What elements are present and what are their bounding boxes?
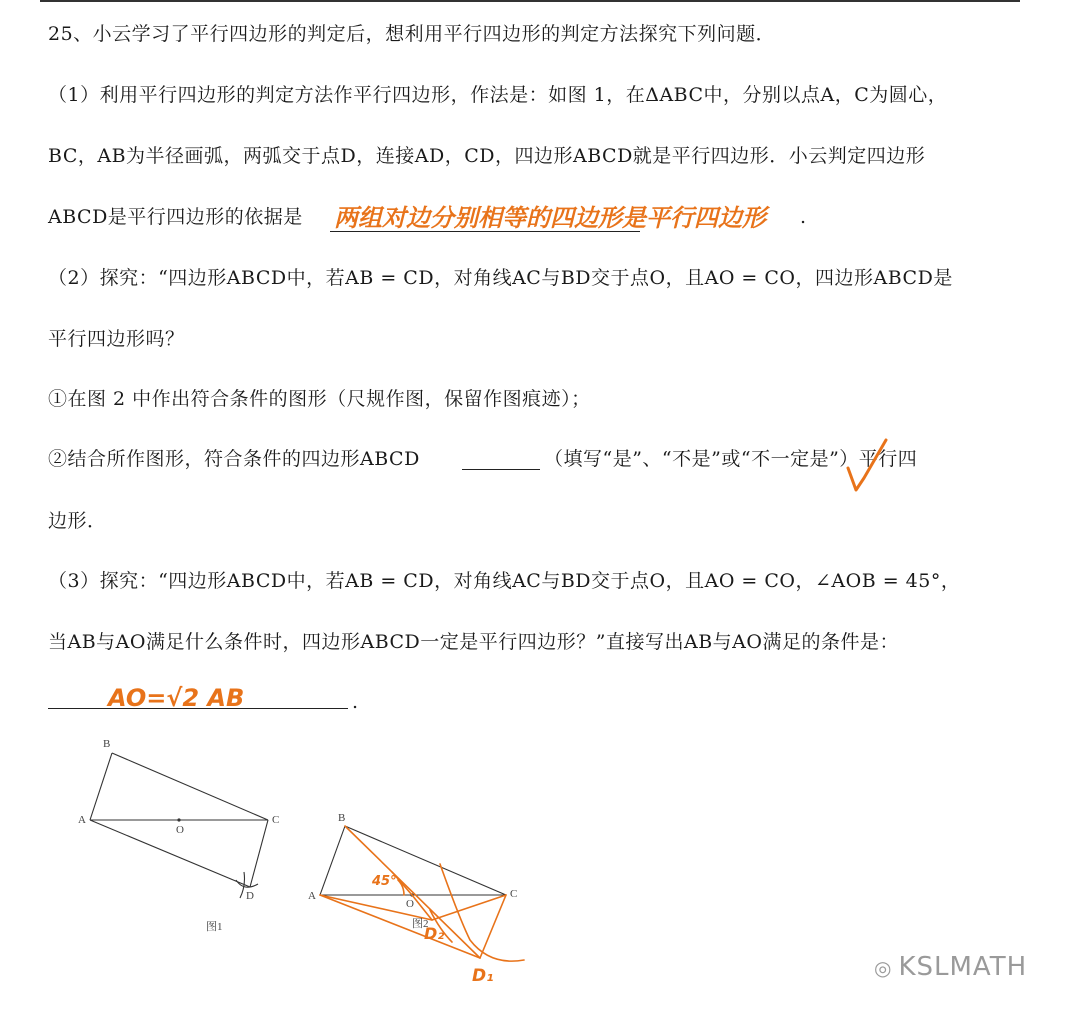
part2-step2c: 边形． xyxy=(48,510,107,532)
fig1-label-c: C xyxy=(272,814,280,826)
fig1-label-o: O xyxy=(176,824,184,836)
fig1-point-o xyxy=(177,818,180,821)
fig1-edge-cd xyxy=(250,820,268,887)
part2-step2b: （填写“是”、“不是”或“不一定是”）平行四 xyxy=(544,448,918,470)
part1-line1: （1）利用平行四边形的判定方法作平行四边形，作法是：如图 1，在ΔABC中，分别以点A，C为圆心， xyxy=(48,84,948,106)
fig2-line-cd2 xyxy=(432,895,506,920)
fig1-edge-bc xyxy=(112,753,268,820)
fig2-line-bd1 xyxy=(345,826,480,958)
part3-end: . xyxy=(352,691,359,713)
fig1-label-d: D xyxy=(246,890,254,902)
figure-2 xyxy=(320,826,506,895)
handwritten-answer-3: AO=√2 AB xyxy=(108,684,245,712)
fig2-edge-bc xyxy=(345,826,506,895)
fig1-label-b: B xyxy=(103,738,111,750)
fig1-edge-ab xyxy=(90,753,112,820)
part2-step2a: ②结合所作图形，符合条件的四边形ABCD xyxy=(48,448,420,470)
fig1-edge-ad xyxy=(90,820,250,887)
figure-1-caption: 图1 xyxy=(206,921,223,933)
watermark xyxy=(874,952,1027,982)
fig2-label-o: O xyxy=(406,898,414,910)
fig2-edge-ab xyxy=(320,826,345,895)
figure-2-caption: 图2 xyxy=(412,918,429,930)
part2-line1: （2）探究：“四边形ABCD中，若AB = CD，对角线AC与BD交于点O，且AO = CO，四边形ABCD是 xyxy=(48,267,953,289)
part2-step1: ①在图 2 中作出符合条件的图形（尺规作图，保留作图痕迹）； xyxy=(48,388,591,410)
part1-end: . xyxy=(800,206,807,228)
fig1-label-a: A xyxy=(78,814,86,826)
fig2-line-cd1 xyxy=(480,895,506,958)
fig2-label-c: C xyxy=(510,888,518,900)
problem-header: 25、小云学习了平行四边形的判定后，想利用平行四边形的判定方法探究下列问题． xyxy=(48,23,776,45)
chat-bubble-icon: ◎ xyxy=(874,956,893,980)
check-mark-icon xyxy=(848,440,886,490)
fig2-construction xyxy=(320,826,524,961)
watermark-text: KSLMATH xyxy=(898,952,1028,982)
handwritten-d2: D₂ xyxy=(424,924,445,943)
handwritten-answer-1: 两组对边分别相等的四边形是平行四边形 xyxy=(334,204,766,232)
handwritten-d1: D₁ xyxy=(472,966,494,986)
part1-line3: ABCD是平行四边形的依据是 xyxy=(48,206,303,228)
part3-line2: 当AB与AO满足什么条件时，四边形ABCD一定是平行四边形？”直接写出AB与AO满足的条件是： xyxy=(48,631,899,653)
fig2-label-a: A xyxy=(308,890,316,902)
part1-line2: BC，AB为半径画弧，两弧交于点D，连接AD，CD，四边形ABCD就是平行四边形．小云判定四边形 xyxy=(48,145,926,167)
handwritten-angle: 45° xyxy=(372,874,397,889)
part2-line2: 平行四边形吗？ xyxy=(48,328,185,350)
fig2-label-b: B xyxy=(338,812,346,824)
fig2-line-ad1 xyxy=(320,895,480,958)
part3-line1: （3）探究：“四边形ABCD中，若AB = CD，对角线AC与BD交于点O，且AO = CO，∠AOB = 45°， xyxy=(48,570,961,592)
